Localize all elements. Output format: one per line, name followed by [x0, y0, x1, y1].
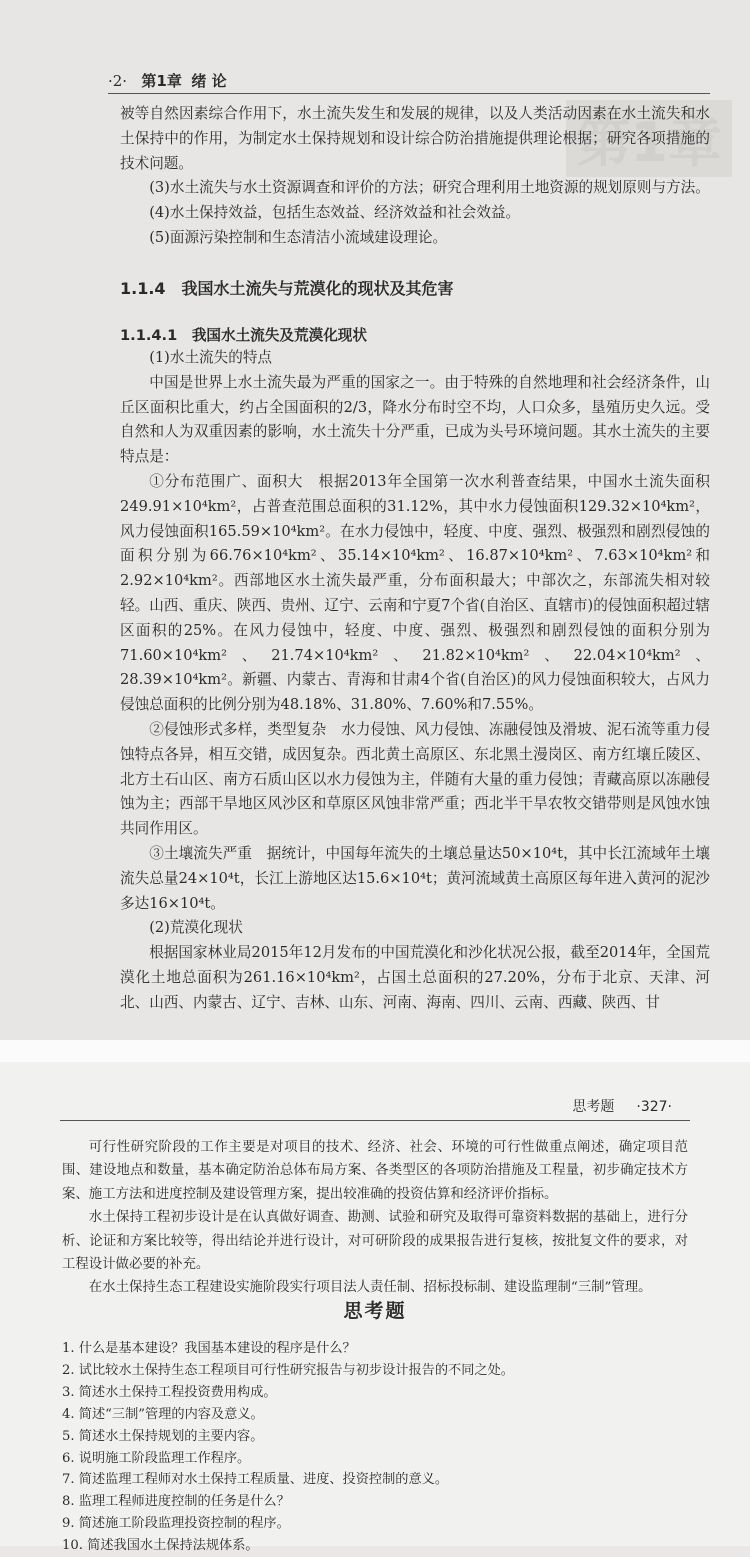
paragraph: 被等自然因素综合作用下，水土流失发生和发展的规律，以及人类活动因素在水土流失和水土保持中的作用，为制定水土保持规划和设计综合防治措施提供理论根据；研究各项措施的技术问题。 — [120, 105, 710, 172]
paragraph: (3)水土流失与水土资源调查和评价的方法；研究合理利用土地资源的规划原则与方法。 — [149, 179, 710, 197]
paragraph: ②侵蚀形式多样，类型复杂 水力侵蚀、风力侵蚀、冻融侵蚀及滑坡、泥石流等重力侵蚀特点各异，相互交错，成因复杂。西北黄土高原区、东北黑土漫岗区、南方红壤丘陵区、北方土石山区、南方石质山区以水力侵蚀为主，伴随有大量的重力侵蚀；青藏高原以冻融侵蚀为主；西部干旱地区风沙区和草原区风蚀非常严重；西北半干旱农牧交错带则是风蚀水蚀共同作用区。 — [120, 720, 710, 838]
paragraph: 可行性研究阶段的工作主要是对项目的技术、经济、社会、环境的可行性做重点阐述，确定项目范围、建设地点和数量，基本确定防治总体布局方案、各类型区的各项防治措施及工程量，初步确定技术方案、施工方法和进度控制及建设管理方案，提出较准确的投资估算和经济评价指标。 — [62, 1140, 688, 1202]
list-item: 7. 简述监理工程师对水土保持工程质量、进度、投资控制的意义。 — [62, 1472, 449, 1488]
chapter-title: 绪 论 — [191, 72, 227, 90]
paragraph: ③土壤流失严重 据统计，中国每年流失的土壤总量达50×10⁴t，其中长江流域年土壤流失总量24×10⁴t，长江上游地区达15.6×10⁴t；黄河流域黄土高原区每年进入黄河的泥沙多达16×10⁴t。 — [120, 844, 710, 912]
list-item: 4. 简述“三制”管理的内容及意义。 — [62, 1406, 264, 1422]
intro-paragraphs — [120, 102, 710, 251]
subsection-heading: 1.1.4.1 我国水土流失及荒漠化现状 — [120, 327, 367, 344]
paragraph: 根据国家林业局2015年12月发布的中国荒漠化和沙化状况公报，截至2014年，全国荒漠化土地总面积为261.16×10⁴km²，占国土总面积的27.20%，分布于北京、天津、河北、山西、内蒙古、辽宁、吉林、山东、河南、海南、四川、云南、西藏、陕西、甘 — [120, 944, 710, 1011]
list-item: 2. 试比较水土保持生态工程项目可行性研究报告与初步设计报告的不同之处。 — [62, 1362, 514, 1378]
paragraph: (2)荒漠化现状 — [149, 919, 243, 937]
list-item: 9. 简述施工阶段监理投资控制的程序。 — [62, 1516, 290, 1532]
page-gap — [0, 1040, 750, 1062]
running-head-bottom — [572, 1096, 672, 1116]
question-list — [62, 1338, 688, 1557]
paragraph: 在水土保持生态工程建设实施阶段实行项目法人责任制、招标投标制、建设监理制“三制”管理。 — [88, 1280, 652, 1296]
header-rule — [60, 1120, 690, 1121]
running-head-top — [108, 70, 227, 91]
show-through-text: 第1章 — [566, 100, 732, 177]
header-rule — [108, 93, 710, 94]
paragraph: (5)面源污染控制和生态清洁小流域建设理论。 — [149, 228, 448, 246]
list-item: 10. 简述我国水土保持法规体系。 — [62, 1538, 259, 1554]
body-text — [120, 346, 710, 1016]
page-number: ·327· — [636, 1099, 672, 1115]
paragraph: 水土保持工程初步设计是在认真做好调查、勘测、试验和研究及取得可靠资料数据的基础上，进行分析、论证和方案比较等，得出结论并进行设计，对可研阶段的成果报告进行复核，按批复文件的要求，对工程设计做必要的补充。 — [62, 1210, 688, 1273]
paragraph: ①分布范围广、面积大 根据2013年全国第一次水利普查结果，中国水土流失面积249.91×10⁴km²，占普查范围总面积的31.12%，其中水力侵蚀面积129.32×10⁴km²，风力侵蚀面积165.59×10⁴km²。在水力侵蚀中，轻度、中度、强烈、极强烈和剧烈侵蚀的面积分别为66.76×10⁴km²、35.14×10⁴km²、16.87×10⁴km²、7.63×10⁴km²和2.92×10⁴km²。西部地区水土流失最严重，分布面积最大；中部次之，东部流失相对较轻。山西、重庆、陕西、贵州、辽宁、云南和宁夏7个省(自治区、直辖市)的侵蚀面积超过辖区面积的25%。在风力侵蚀中，轻度、中度、强烈、极强烈和剧烈侵蚀的面积分别为71.60×10⁴km²、21.74×10⁴km²、21.82×10⁴km²、22.04×10⁴km²、28.39×10⁴km²。新疆、内蒙古、青海和甘肃4个省(自治区)的风力侵蚀面积较大，占风力侵蚀总面积的比例分别为48.18%、31.80%、7.60%和7.55%。 — [120, 472, 710, 714]
list-item: 5. 简述水土保持规划的主要内容。 — [62, 1428, 264, 1444]
list-item: 3. 简述水土保持工程投资费用构成。 — [62, 1384, 277, 1400]
questions-title: 思考题 — [343, 1300, 407, 1322]
summary-paragraphs — [62, 1136, 688, 1300]
list-item: 8. 监理工程师进度控制的任务是什么？ — [62, 1494, 290, 1510]
paragraph: 中国是世界上水土流失最为严重的国家之一。由于特殊的自然地理和社会经济条件，山丘区面积比重大，约占全国面积的2/3，降水分布时空不均，人口众多，垦殖历史久远。受自然和人为双重因素的影响，水土流失十分严重，已成为头号环境问题。其水土流失的主要特点是： — [120, 373, 710, 466]
section-label: 思考题 — [572, 1099, 615, 1115]
list-item: 1. 什么是基本建设？我国基本建设的程序是什么？ — [62, 1341, 356, 1356]
page-number: ·2· — [108, 72, 128, 90]
section-heading: 1.1.4 我国水土流失与荒漠化的现状及其危害 — [120, 279, 454, 298]
list-item: 6. 说明施工阶段监理工作程序。 — [62, 1450, 251, 1466]
chapter-label: 第1章 — [141, 72, 182, 90]
paragraph: (4)水土保持效益，包括生态效益、经济效益和社会效益。 — [149, 204, 521, 222]
paragraph: (1)水土流失的特点 — [149, 349, 273, 366]
